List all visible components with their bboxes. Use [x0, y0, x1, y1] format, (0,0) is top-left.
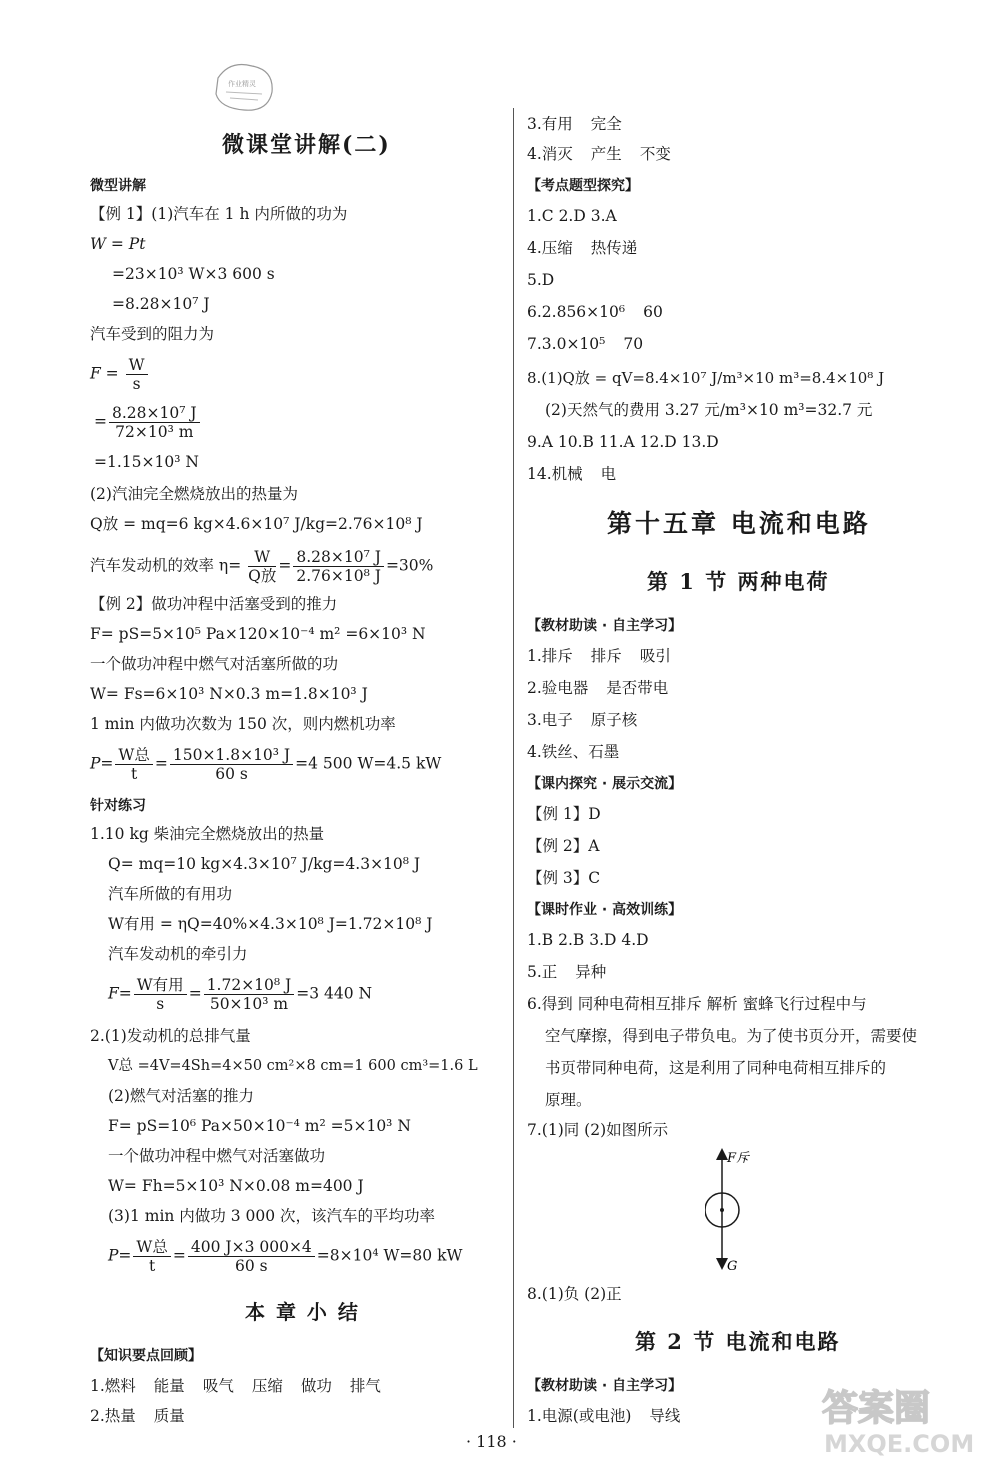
fraction-numerator: 1.72×10⁸ J — [204, 976, 295, 995]
p1-f-formula: F= $\frac{\text{W有用}}{s}$ = $\frac{\text{1.72×10⁸ J}}{\text{50×10³ m}}$ =3 440 N — [108, 976, 373, 1013]
r3-line — [527, 114, 622, 134]
answer-item: 60 — [643, 303, 663, 321]
answer-item: 是否带电 — [606, 679, 669, 697]
answer-item: 14.机械 — [527, 465, 583, 483]
p2-p-formula: P= $\frac{\text{W总}}{t}$ = $\frac{400 J\times 3 000\times 4}{60 s}$ =8×10⁴ W=80 kW — [108, 1238, 463, 1275]
p1-intro: 1.10 kg 柴油完全燃烧放出的热量 — [90, 825, 325, 843]
fraction-denominator: s — [156, 995, 165, 1013]
a9-line: 9.A 10.B 11.A 12.D 13.D — [527, 433, 719, 451]
a4-line — [527, 238, 637, 258]
practice-heading: 针对练习 — [90, 798, 146, 814]
fraction-denominator: 2.76×10⁸ J — [296, 567, 381, 585]
s2-1-line — [527, 1406, 680, 1426]
answer-item: 3.电子 — [527, 711, 573, 729]
fraction-numerator: W总 — [115, 746, 152, 765]
p2-v: V总 =4V=4Sh=4×50 cm²×8 cm=1 600 cm³=1.6 L — [108, 1058, 478, 1074]
fraction — [115, 746, 152, 783]
fraction-denominator: 72×10³ m — [115, 423, 194, 441]
answer-item: 电 — [600, 465, 617, 483]
s2-study-heading: 【教材助读 · 自主学习】 — [527, 1378, 683, 1394]
s1-3-line — [527, 710, 637, 730]
p1-q: Q= mq=10 kg×4.3×10⁷ J/kg=4.3×10⁸ J — [108, 855, 421, 873]
ex2-p-lhs: P= — [90, 754, 114, 773]
p2-intro: 2.(1)发动机的总排气量 — [90, 1027, 251, 1045]
fraction-numerator: 8.28×10⁷ J — [109, 404, 200, 423]
p2-p-lhs: P= — [108, 1246, 132, 1265]
s1-hw6-line2: 空气摩擦，得到电子带负电。为了使书页分开，需要使 — [545, 1027, 918, 1045]
fraction — [170, 746, 293, 783]
stamp-seal — [210, 58, 280, 120]
s1-hw6-line4: 原理。 — [545, 1091, 592, 1109]
answer-item: 6.2.856×10⁶ — [527, 303, 626, 321]
ex2-w: W= Fs=6×10³ N×0.3 m=1.8×10³ J — [90, 685, 368, 703]
knowledge-heading: 【知识要点回顾】 — [90, 1348, 202, 1364]
fraction-denominator: 60 s — [235, 1257, 268, 1275]
k1-item: 吸气 — [202, 1377, 234, 1395]
p2-power-intro: (3)1 min 内做功 3 000 次，该汽车的平均功率 — [108, 1207, 436, 1225]
answer-item: 1.电源(或电池) — [527, 1407, 632, 1425]
answer-item: 3.有用 — [527, 115, 573, 133]
page-number: · 118 · — [466, 1432, 517, 1451]
a14-line — [527, 464, 616, 484]
micro-heading: 微型讲解 — [90, 178, 146, 194]
fraction — [133, 1238, 170, 1275]
fraction-denominator: 60 s — [215, 765, 248, 783]
p2-thrust-intro: (2)燃气对活塞的推力 — [108, 1087, 254, 1105]
ex2-p-intro: 1 min 内做功次数为 150 次，则内燃机功率 — [90, 715, 396, 733]
answer-item: 4.压缩 — [527, 239, 573, 257]
fraction — [293, 548, 384, 585]
stamp-text: 作业精灵 — [228, 80, 256, 88]
s1-2-line — [527, 678, 668, 698]
ex1-f2-formula: = $\frac{\text{8.28×10⁷ J}}{\text{72×10³ m}}$ — [94, 404, 202, 441]
gravity-label: G — [727, 1259, 738, 1274]
fraction-numerator: 150×1.8×10³ J — [170, 746, 293, 765]
watermark-logo — [812, 1380, 992, 1464]
s1-hw8: 8.(1)负 (2)正 — [527, 1285, 622, 1303]
exam-heading: 【考点题型探究】 — [527, 178, 639, 194]
p2-w: W= Fh=5×10³ N×0.08 m=400 J — [108, 1177, 364, 1195]
s1-hw5-line — [527, 962, 606, 982]
ex1-w2: =23×10³ W×3 600 s — [112, 265, 275, 283]
s1-explore-heading: 【课内探究 · 展示交流】 — [527, 776, 683, 792]
answer-item: 70 — [623, 335, 644, 353]
s1-hw6-line3: 书页带同种电荷，这是利用了同种电荷相互排斥的 — [545, 1059, 887, 1077]
k1-item: 做功 — [300, 1377, 332, 1395]
section1-title: 第 1 节 两种电荷 — [647, 569, 830, 594]
ex2-intro: 【例 2】做功冲程中活塞受到的推力 — [90, 595, 338, 613]
fraction-denominator: t — [131, 765, 138, 783]
page-title: 微课堂讲解(二) — [222, 132, 391, 158]
s1-hw6-line1: 6.得到 同种电荷相互排斥 解析 蜜蜂飞行过程中与 — [527, 995, 867, 1013]
fraction-numerator: W — [248, 548, 276, 567]
s1-4-line: 4.铁丝、石墨 — [527, 743, 620, 761]
answer-item: 热传递 — [590, 239, 638, 257]
ex1-f3: =1.15×10³ N — [94, 453, 199, 471]
s1-ex3: 【例 3】C — [527, 869, 601, 887]
fraction — [204, 976, 295, 1013]
s1-study-heading: 【教材助读 · 自主学习】 — [527, 618, 683, 634]
answer-item: 异种 — [575, 963, 607, 981]
k2-item: 2.热量 — [90, 1407, 136, 1425]
chapter-title: 第十五章 电流和电路 — [607, 509, 871, 538]
k1-item: 1.燃料 — [90, 1377, 136, 1395]
ex2-p-result: =4 500 W=4.5 kW — [295, 754, 442, 773]
ex1-efficiency: 汽车发动机的效率 η= $\frac{W}{\text{Q放}}$ = $\frac{\text{8.28×10⁷ J}}{\text{2.76×10⁸ J}}$ =30% — [90, 548, 434, 585]
ex1-f-lhs: F = — [90, 364, 119, 383]
answer-item: 导线 — [649, 1407, 681, 1425]
fraction-numerator: 400 J×3 000×4 — [188, 1238, 315, 1257]
ex1-w1: W = Pt — [90, 235, 146, 253]
k1-item: 排气 — [349, 1377, 381, 1395]
p1-useful: 汽车所做的有用功 — [108, 885, 233, 903]
ex1-eff-result: =30% — [385, 556, 434, 575]
k2-item: 质量 — [153, 1407, 185, 1425]
s1-ex2: 【例 2】A — [527, 837, 600, 855]
answer-item: 排斥 — [590, 647, 622, 665]
ex1-w3: =8.28×10⁷ J — [112, 295, 210, 313]
s1-hw-heading: 【课时作业 · 高效训练】 — [527, 902, 683, 918]
r4-line — [527, 144, 671, 164]
summary-title: 本 章 小 结 — [245, 1300, 360, 1324]
a5-line: 5.D — [527, 271, 555, 289]
fraction-numerator: W — [126, 356, 148, 375]
fraction-denominator: s — [132, 375, 141, 393]
a6-line — [527, 302, 663, 322]
k2-line — [90, 1406, 185, 1426]
repulsion-label: F斥 — [727, 1151, 750, 1166]
answer-item: 不变 — [639, 145, 671, 163]
answer-item: 2.验电器 — [527, 679, 589, 697]
fraction-denominator: t — [149, 1257, 156, 1275]
section2-title: 第 2 节 电流和电路 — [635, 1329, 841, 1354]
a8-line1: 8.(1)Q放 = qV=8.4×10⁷ J/m³×10 m³=8.4×10⁸ J — [527, 369, 885, 387]
ex1-q-intro: (2)汽油完全燃烧放出的热量为 — [90, 485, 298, 503]
answer-item: 4.消灭 — [527, 145, 573, 163]
fraction-numerator: W总 — [133, 1238, 170, 1257]
watermark-line1: 答案圈 — [822, 1388, 931, 1429]
a7-line — [527, 334, 643, 354]
ex1-intro: 【例 1】(1)汽车在 1 h 内所做的功为 — [90, 205, 348, 223]
watermark-line2: MXQE.COM — [824, 1430, 975, 1458]
s1-hw7: 7.(1)同 (2)如图所示 — [527, 1121, 669, 1139]
ex1-f-intro: 汽车受到的阻力为 — [90, 325, 215, 343]
p1-traction: 汽车发动机的牵引力 — [108, 945, 248, 963]
fraction — [126, 356, 148, 393]
p2-work-intro: 一个做功冲程中燃气对活塞做功 — [108, 1147, 326, 1165]
a1-line: 1.C 2.D 3.A — [527, 207, 617, 225]
p2-f: F= pS=10⁶ Pa×50×10⁻⁴ m² =5×10³ N — [108, 1117, 411, 1135]
s1-hw1: 1.B 2.B 3.D 4.D — [527, 931, 649, 949]
fraction — [134, 976, 187, 1013]
answer-item: 7.3.0×10⁵ — [527, 335, 606, 353]
fraction — [248, 548, 276, 585]
s1-ex1: 【例 1】D — [527, 805, 601, 823]
answer-item: 5.正 — [527, 963, 558, 981]
ex1-q: Q放 = mq=6 kg×4.6×10⁷ J/kg=2.76×10⁸ J — [90, 515, 423, 533]
p1-w: W有用 = ηQ=40%×4.3×10⁸ J=1.72×10⁸ J — [108, 915, 433, 933]
s1-1-line — [527, 646, 671, 666]
ex2-f: F= pS=5×10⁵ Pa×120×10⁻⁴ m² =6×10³ N — [90, 625, 426, 643]
ex1-eff-text: 汽车发动机的效率 η= — [90, 556, 242, 575]
fraction-numerator: W有用 — [134, 976, 187, 995]
answer-item: 完全 — [590, 115, 622, 133]
k1-item: 能量 — [153, 1377, 185, 1395]
a8-line2: (2)天然气的费用 3.27 元/m³×10 m³=32.7 元 — [545, 401, 873, 419]
answer-item: 吸引 — [639, 647, 671, 665]
p2-p-result: =8×10⁴ W=80 kW — [316, 1246, 463, 1265]
fraction — [109, 404, 200, 441]
ex2-w-intro: 一个做功冲程中燃气对活塞所做的功 — [90, 655, 339, 673]
force-diagram — [705, 1146, 765, 1276]
column-divider — [513, 108, 514, 1428]
p1-f-result: =3 440 N — [296, 984, 373, 1003]
answer-item: 原子核 — [590, 711, 638, 729]
k1-item: 压缩 — [251, 1377, 283, 1395]
ex2-p-formula: P= $\frac{\text{W总}}{t}$ = $\frac{\text{150×1.8×10³ J}}{60 s}$ =4 500 W=4.5 kW — [90, 746, 442, 783]
fraction-denominator: 50×10³ m — [209, 995, 289, 1013]
answer-item: 1.排斥 — [527, 647, 573, 665]
ex1-f-formula — [90, 356, 150, 393]
fraction — [188, 1238, 315, 1275]
p1-f-lhs: F= — [108, 984, 132, 1003]
fraction-numerator: 8.28×10⁷ J — [293, 548, 384, 567]
k1-line — [90, 1376, 381, 1396]
answer-item: 产生 — [590, 145, 622, 163]
fraction-denominator: Q放 — [248, 567, 277, 585]
